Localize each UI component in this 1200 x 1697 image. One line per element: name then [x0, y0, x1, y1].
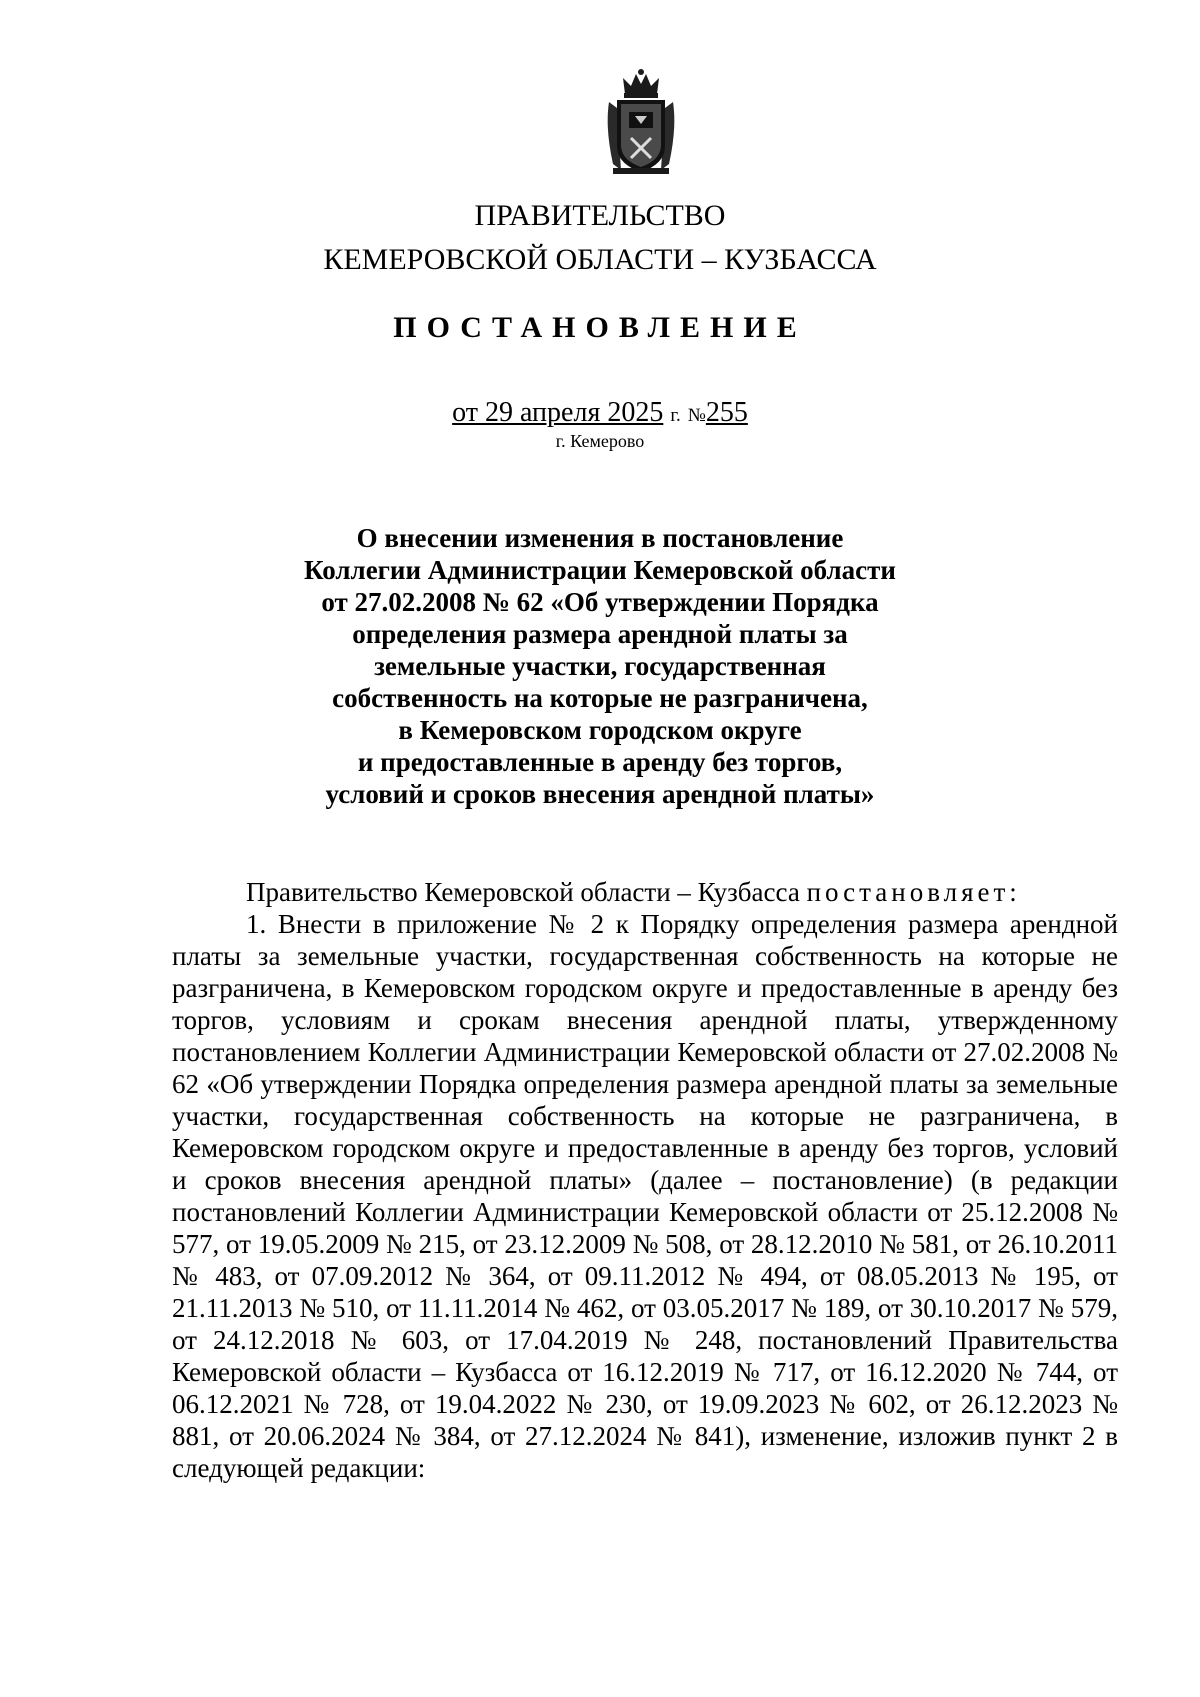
- subject-line: земельные участки, государственная: [374, 651, 826, 681]
- subject-line: в Кемеровском городском округе: [398, 715, 802, 745]
- document-body: [172, 876, 1118, 1484]
- intro-verb: постановляет:: [806, 877, 1021, 907]
- kuzbass-coat-of-arms-icon: [603, 68, 679, 176]
- subject-line: О внесении изменения в постановление: [356, 523, 844, 553]
- document-date: 29 апреля 2025: [485, 397, 664, 428]
- subject-line: определения размера арендной платы за: [352, 619, 848, 649]
- government-name: [0, 194, 1200, 282]
- document-type-title: ПОСТАНОВЛЕНИЕ: [393, 311, 807, 344]
- subject-line: условий и сроков внесения арендной платы»: [325, 779, 875, 809]
- org-line-1: ПРАВИТЕЛЬСТВО: [474, 199, 726, 232]
- subject-line: и предоставленные в аренду без торгов,: [357, 747, 843, 777]
- document-subject: [0, 522, 1200, 810]
- subject-line: Коллегии Администрации Кемеровской области: [304, 555, 896, 585]
- intro-paragraph: [172, 876, 1118, 908]
- document-number: 255: [705, 397, 748, 428]
- subject-line: собственность на которые не разграничена,: [332, 683, 868, 713]
- date-prefix: от: [452, 397, 478, 428]
- year-suffix: г.: [670, 405, 681, 426]
- org-line-2: КЕМЕРОВСКОЙ ОБЛАСТИ – КУЗБАССА: [323, 243, 877, 276]
- intro-text: Правительство Кемеровской области – Кузбасса: [246, 877, 800, 907]
- paragraph-1: 1. Внести в приложение № 2 к Порядку определения размера арендной платы за земельные участки, государственная собственность на которые не разграничена, в Кемеровском городском округе и предоставленные в аренду без торгов, условиям и срокам внесения арендной платы, утвержденному постановлением Коллегии Администрации Кемеровской области от 27.02.2008 № 62 «Об утверждении Порядка определения размера арендной платы за земельные участки, государственная собственность на которые не разграничена, в Кемеровском городском округе и предоставленные в аренду без торгов, условий и сроков внесения арендной платы» (далее – постановление) (в редакции постановлений Коллегии Администрации Кемеровской области от 25.12.2008 № 577, от 19.05.2009 № 215, от 23.12.2009 № 508, от 28.12.2010 № 581, от 26.10.2011 № 483, от 07.09.2012 № 364, от 09.11.2012 № 494, от 08.05.2013 № 195, от 21.11.2013 № 510, от 11.11.2014 № 462, от 03.05.2017 № 189, от 30.10.2017 № 579, от 24.12.2018 № 603, от 17.04.2019 № 248, постановлений Правительства Кемеровской области – Кузбасса от 16.12.2019 № 717, от 16.12.2020 № 744, от 06.12.2021 № 728, от 19.04.2022 № 230, от 19.09.2023 № 602, от 26.12.2023 № 881, от 20.06.2024 № 384, от 27.12.2024 № 841), изменение, изложив пункт 2 в следующей редакции:: [172, 909, 1118, 1483]
- subject-line: от 27.02.2008 № 62 «Об утверждении Порядка: [321, 587, 879, 617]
- date-number-line: [0, 396, 1200, 433]
- number-sign: №: [687, 405, 706, 426]
- city-label: г. Кемерово: [555, 431, 645, 451]
